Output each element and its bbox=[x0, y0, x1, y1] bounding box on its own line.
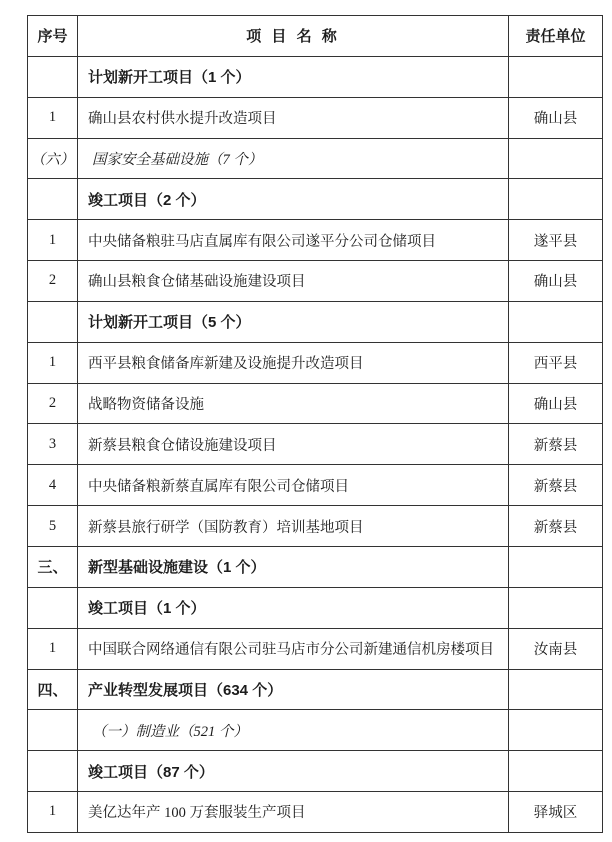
cell-unit: 遂平县 bbox=[509, 220, 603, 261]
cell-unit: 确山县 bbox=[509, 383, 603, 424]
cell-name: 确山县粮食仓储基础设施建设项目 bbox=[78, 261, 509, 302]
cell-unit: 驿城区 bbox=[509, 792, 603, 833]
cell-num: 三、 bbox=[28, 546, 78, 587]
column-header-responsible-unit: 责任单位 bbox=[509, 16, 603, 57]
cell-num bbox=[28, 751, 78, 792]
table-row bbox=[28, 97, 603, 138]
table-row bbox=[28, 506, 603, 547]
cell-unit bbox=[509, 301, 603, 342]
table-row bbox=[28, 465, 603, 506]
projects-table bbox=[27, 15, 603, 833]
column-header-serial-number: 序号 bbox=[28, 16, 78, 57]
table-row bbox=[28, 301, 603, 342]
cell-unit: 西平县 bbox=[509, 342, 603, 383]
cell-unit: 汝南县 bbox=[509, 628, 603, 669]
cell-unit bbox=[509, 669, 603, 710]
cell-num: 4 bbox=[28, 465, 78, 506]
table-row bbox=[28, 751, 603, 792]
cell-num: 四、 bbox=[28, 669, 78, 710]
table-row bbox=[28, 138, 603, 179]
cell-name: 中国联合网络通信有限公司驻马店市分公司新建通信机房楼项目 bbox=[78, 628, 509, 669]
cell-name: 中央储备粮驻马店直属库有限公司遂平分公司仓储项目 bbox=[78, 220, 509, 261]
cell-unit bbox=[509, 179, 603, 220]
cell-name: 新型基础设施建设（1 个） bbox=[78, 546, 509, 587]
cell-unit bbox=[509, 751, 603, 792]
header-row bbox=[28, 16, 603, 57]
cell-num: 1 bbox=[28, 97, 78, 138]
cell-num: 5 bbox=[28, 506, 78, 547]
cell-unit: 新蔡县 bbox=[509, 506, 603, 547]
cell-unit bbox=[509, 546, 603, 587]
cell-unit bbox=[509, 56, 603, 97]
cell-name: 美亿达年产 100 万套服装生产项目 bbox=[78, 792, 509, 833]
cell-name: 新蔡县旅行研学（国防教育）培训基地项目 bbox=[78, 506, 509, 547]
cell-unit: 新蔡县 bbox=[509, 424, 603, 465]
cell-num: 3 bbox=[28, 424, 78, 465]
cell-name: 计划新开工项目（5 个） bbox=[78, 301, 509, 342]
cell-name: 产业转型发展项目（634 个） bbox=[78, 669, 509, 710]
cell-name: 确山县农村供水提升改造项目 bbox=[78, 97, 509, 138]
table-row bbox=[28, 383, 603, 424]
cell-num: （六） bbox=[28, 138, 78, 179]
column-header-project-name: 项 目 名 称 bbox=[78, 16, 509, 57]
cell-name: 竣工项目（1 个） bbox=[78, 587, 509, 628]
cell-num bbox=[28, 710, 78, 751]
table-row bbox=[28, 261, 603, 302]
table-row bbox=[28, 628, 603, 669]
cell-unit: 新蔡县 bbox=[509, 465, 603, 506]
cell-name: 新蔡县粮食仓储设施建设项目 bbox=[78, 424, 509, 465]
cell-unit bbox=[509, 587, 603, 628]
cell-name: 计划新开工项目（1 个） bbox=[78, 56, 509, 97]
table-row bbox=[28, 220, 603, 261]
cell-name: 西平县粮食储备库新建及设施提升改造项目 bbox=[78, 342, 509, 383]
cell-name: 竣工项目（2 个） bbox=[78, 179, 509, 220]
cell-unit bbox=[509, 710, 603, 751]
cell-num bbox=[28, 179, 78, 220]
table-row bbox=[28, 342, 603, 383]
cell-unit: 确山县 bbox=[509, 97, 603, 138]
table-row bbox=[28, 669, 603, 710]
cell-name: 战略物资储备设施 bbox=[78, 383, 509, 424]
cell-num: 1 bbox=[28, 342, 78, 383]
table-row bbox=[28, 546, 603, 587]
cell-num: 1 bbox=[28, 792, 78, 833]
table-body bbox=[28, 56, 603, 832]
cell-name: （一）制造业（521 个） bbox=[78, 710, 509, 751]
cell-num: 2 bbox=[28, 261, 78, 302]
cell-num bbox=[28, 301, 78, 342]
table-row bbox=[28, 56, 603, 97]
table-row bbox=[28, 179, 603, 220]
cell-name: 国家安全基础设施（7 个） bbox=[78, 138, 509, 179]
table-row bbox=[28, 792, 603, 833]
table-row bbox=[28, 710, 603, 751]
cell-num: 1 bbox=[28, 628, 78, 669]
cell-num bbox=[28, 587, 78, 628]
cell-num: 1 bbox=[28, 220, 78, 261]
cell-num: 2 bbox=[28, 383, 78, 424]
table-row bbox=[28, 424, 603, 465]
cell-num bbox=[28, 56, 78, 97]
cell-unit: 确山县 bbox=[509, 261, 603, 302]
table-row bbox=[28, 587, 603, 628]
cell-unit bbox=[509, 138, 603, 179]
cell-name: 中央储备粮新蔡直属库有限公司仓储项目 bbox=[78, 465, 509, 506]
table-header bbox=[28, 16, 603, 57]
cell-name: 竣工项目（87 个） bbox=[78, 751, 509, 792]
